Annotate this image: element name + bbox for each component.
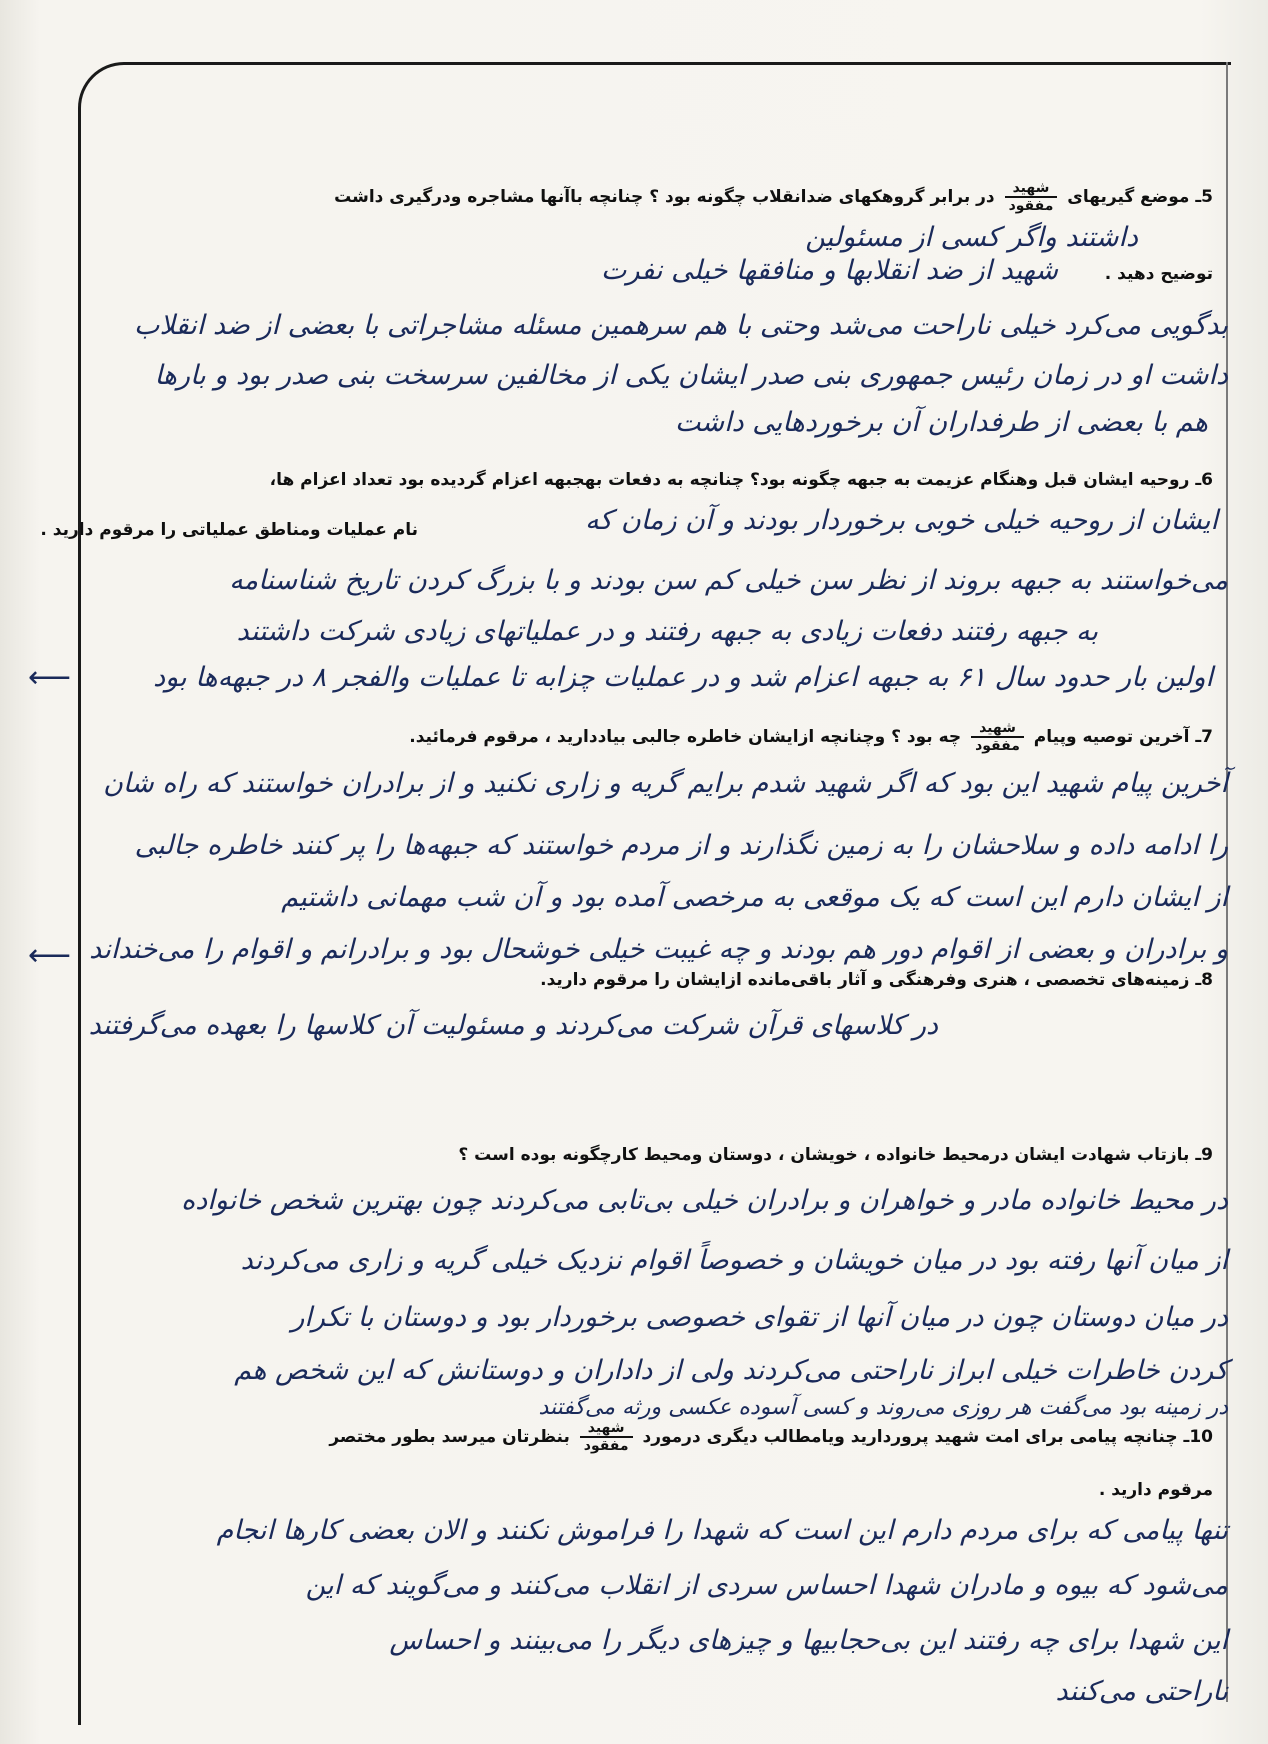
question-5-text-a: موضع گیریهای — [1067, 187, 1190, 207]
answer-6-line-1: ایشان از روحیه خیلی خوبی برخوردار بودند و آن زمان که — [585, 505, 1218, 536]
answer-6-line-3: به جبهه رفتند دفعات زیادی به جبهه رفتند و در عملیاتهای زیادی شرکت داشتند — [236, 616, 1098, 647]
answer-5-line-5: هم با بعضی از طرفداران آن برخوردهایی داشت — [675, 407, 1208, 438]
left-arrow-icon: ⟵ — [28, 660, 72, 695]
answer-7-line-4: و برادران و بعضی از اقوام دور هم بودند و چه غیبت خیلی خوشحال بود و برادرانم و اقوام را می‌خنداند — [89, 934, 1228, 965]
question-5-line-2: توضیح دهید . — [1104, 264, 1213, 284]
answer-7-line-1: آخرین پیام شهید این بود که اگر شهید شدم برایم گریه و زاری نکنید و از برادران خواستند که راه شان — [103, 768, 1228, 799]
answer-7-line-3: از ایشان دارم این است که یک موقعی به مرخصی آمده بود و آن شب مهمانی داشتیم — [281, 882, 1228, 913]
question-10-number: 10ـ — [1183, 1427, 1213, 1447]
answer-10-line-2: می‌شود که بیوه و مادران شهدا احساس سردی از انقلاب می‌کنند و می‌گویند که این — [305, 1570, 1228, 1601]
answer-6-line-2: می‌خواستند به جبهه بروند از نظر سن خیلی کم سن بودند و با بزرگ کردن تاریخ شناسنامه — [229, 565, 1228, 596]
fraction-numerator: شهید — [1005, 180, 1058, 198]
answer-5-line-1: داشتند واگر کسی از مسئولین — [805, 222, 1138, 253]
question-8-line-1 — [540, 970, 1213, 990]
fraction-denominator: مفقود — [1008, 198, 1054, 214]
question-10-text-a: چنانچه پیامی برای امت شهید پروردارید ویامطالب دیگری درمورد — [642, 1427, 1178, 1447]
question-6-text: روحیه ایشان قبل وهنگام عزیمت به جبهه چگونه بود؟ چنانچه به دفعات بهجبهه اعزام گردیده بود تعداد اعزام ها، — [269, 470, 1190, 490]
answer-9-line-1: در محیط خانواده مادر و خواهران و برادران خیلی بی‌تابی می‌کردند چون بهترین شخص خانواده — [181, 1185, 1228, 1216]
question-7-text-b: چه بود ؟ وچنانچه ازایشان خاطره جالبی بیاددارید ، مرقوم فرمائید. — [409, 727, 962, 747]
question-10-line-2: مرقوم دارید . — [1098, 1480, 1213, 1500]
fraction-denominator: مفقود — [975, 738, 1020, 754]
answer-7-line-2: را ادامه داده و سلاحشان را به زمین نگذارند و از مردم خواستند که جبهه‌ها را پر کنند خاطره جالبی — [134, 830, 1228, 861]
question-7-line-1 — [409, 720, 1213, 754]
fraction-numerator: شهید — [971, 720, 1024, 738]
answer-5-line-2: شهید از ضد انقلابها و منافقها خیلی نفرت — [601, 255, 1058, 286]
question-9-text: بازتاب شهادت ایشان درمحیط خانواده ، خویشان ، دوستان ومحیط کارچگونه بوده است ؟ — [458, 1145, 1190, 1165]
question-5-number: 5ـ — [1195, 187, 1213, 207]
question-6-line-1 — [270, 470, 1213, 490]
answer-6-line-4: اولین بار حدود سال ۶۱ به جبهه اعزام شد و در عملیات چزابه تا عملیات والفجر ۸ در جبهه‌ها بود — [153, 662, 1213, 693]
answer-10-line-1: تنها پیامی که برای مردم دارم این است که شهدا را فراموش نکنند و الان بعضی کارها انجام — [216, 1515, 1228, 1546]
question-10-line-1 — [329, 1420, 1213, 1454]
question-5-fraction — [1005, 180, 1058, 214]
answer-9-line-4: کردن خاطرات خیلی ابراز ناراحتی می‌کردند ولی از داداران و دوستانش که این شخص هم — [234, 1355, 1228, 1386]
question-7-number: 7ـ — [1195, 727, 1213, 747]
answer-9-line-2: از میان آنها رفته بود در میان خویشان و خصوصاً اقوام نزدیک خیلی گریه و زاری می‌کردند — [240, 1245, 1228, 1276]
question-10-text-b: بنظرتان میرسد بطور مختصر — [329, 1427, 570, 1447]
question-10-fraction — [580, 1420, 633, 1454]
question-8-number: 8ـ — [1195, 970, 1213, 990]
question-6-line-2: نام عملیات ومناطق عملیاتی را مرقوم دارید . — [40, 520, 418, 540]
question-7-fraction — [971, 720, 1024, 754]
fraction-denominator: مفقود — [583, 1438, 629, 1454]
answer-8-line-1: در کلاسهای قرآن شرکت می‌کردند و مسئولیت آن کلاسها را بعهده می‌گرفتند — [88, 1010, 938, 1041]
question-9-line-1 — [458, 1145, 1213, 1165]
answer-10-line-4: ناراحتی می‌کنند — [1055, 1676, 1228, 1707]
question-8-text: زمینه‌های تخصصی ، هنری وفرهنگی و آثار باقی‌مانده ازایشان را مرقوم دارید. — [540, 970, 1190, 990]
question-6-number: 6ـ — [1195, 470, 1213, 490]
answer-5-line-4: داشت او در زمان رئیس جمهوری بنی صدر ایشان یکی از مخالفین سرسخت بنی صدر بود و بارها — [154, 360, 1228, 391]
question-5-text-b: در برابر گروهکهای ضدانقلاب چگونه بود ؟ چنانچه باآنها مشاجره ودرگیری داشت — [334, 187, 995, 207]
answer-5-line-3: بدگویی می‌کرد خیلی ناراحت می‌شد وحتی با هم سرهمین مسئله مشاجراتی با بعضی از ضد انقلاب — [134, 310, 1228, 341]
question-9-number: 9ـ — [1195, 1145, 1213, 1165]
answer-10-line-3: این شهدا برای چه رفتند این بی‌حجابیها و چیزهای دیگر را می‌بینند و احساس — [389, 1625, 1228, 1656]
fraction-numerator: شهید — [580, 1420, 633, 1438]
question-7-text-a: آخرین توصیه وپیام — [1033, 727, 1190, 747]
question-5-line-1 — [334, 180, 1213, 214]
answer-9-line-5: در زمینه بود می‌گفت هر روزی می‌روند و کسی آسوده عکسی ورثه می‌گفتند — [538, 1395, 1228, 1420]
answer-9-line-3: در میان دوستان چون در میان آنها از تقوای خصوصی برخوردار بود و دوستان با تکرار — [291, 1302, 1228, 1333]
left-arrow-icon: ⟵ — [28, 938, 72, 973]
